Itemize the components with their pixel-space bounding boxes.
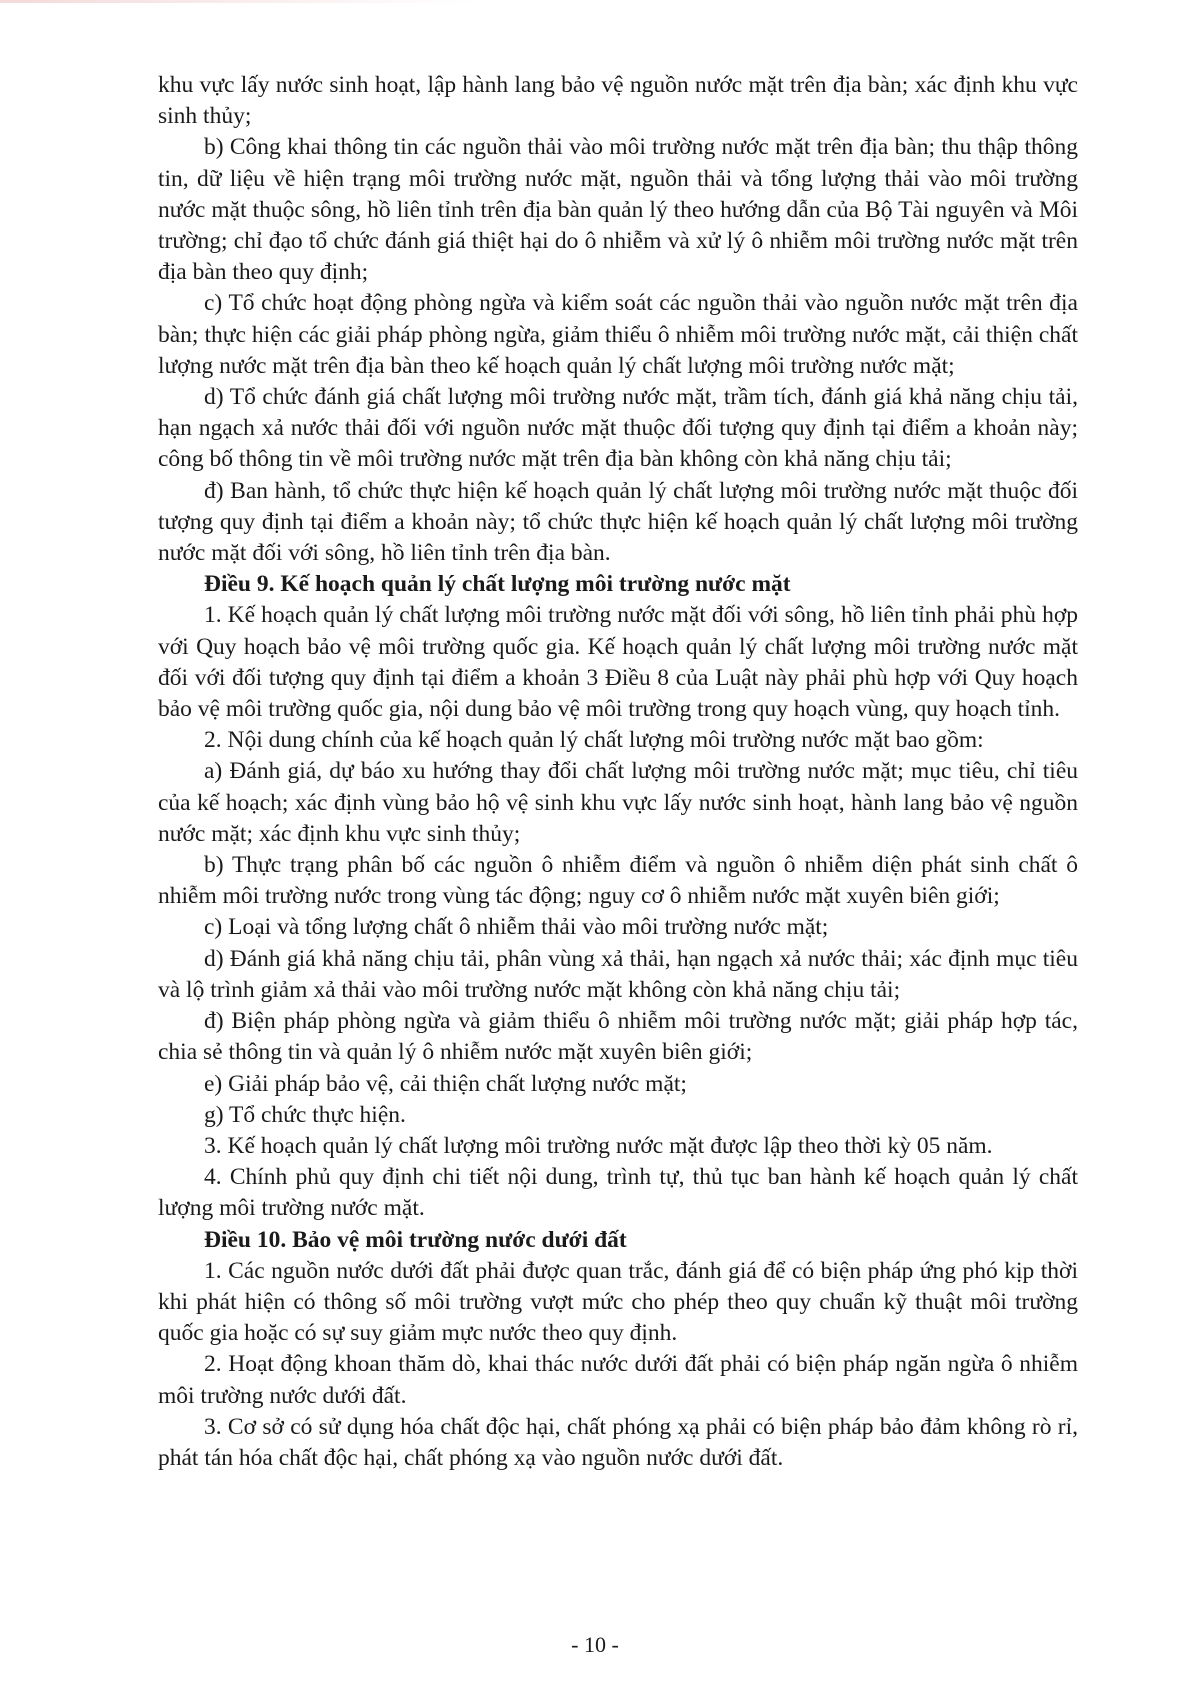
article-9-clause-2-a: a) Đánh giá, dự báo xu hướng thay đổi chất lượng môi trường nước mặt; mục tiêu, chỉ tiêu của kế hoạch; xác định vùng bảo hộ vệ sinh khu vực lấy nước sinh hoạt, hành lang bảo vệ nguồn nước mặt; xác định khu vực sinh thủy; [158,758,1078,847]
paragraph-item-d: d) Tổ chức đánh giá chất lượng môi trường nước mặt, trầm tích, đánh giá khả năng chịu tải, hạn ngạch xả nước thải đối với nguồn nước mặt thuộc đối tượng quy định tại điểm a khoản này; công bố thông tin về môi trường nước mặt trên địa bàn không còn khả năng chịu tải; [158,384,1078,473]
article-10-heading: Điều 10. Bảo vệ môi trường nước dưới đất [204,1226,627,1253]
article-9-heading: Điều 9. Kế hoạch quản lý chất lượng môi trường nước mặt [204,571,791,598]
article-9-clause-2-g: g) Tổ chức thực hiện. [204,1101,406,1128]
article-9-clause-2-b: b) Thực trạng phân bố các nguồn ô nhiễm điểm và nguồn ô nhiễm diện phát sinh chất ô nhiễm môi trường nước trong vùng tác động; nguy cơ ô nhiễm nước mặt xuyên biên giới; [158,852,1078,910]
paragraph-continuation: khu vực lấy nước sinh hoạt, lập hành lang bảo vệ nguồn nước mặt trên địa bàn; xác định khu vực sinh thủy; [158,72,1078,130]
article-9-clause-2-e: e) Giải pháp bảo vệ, cải thiện chất lượng nước mặt; [204,1070,687,1097]
article-9-clause-2-c: c) Loại và tổng lượng chất ô nhiễm thải vào môi trường nước mặt; [204,914,829,941]
article-9-clause-1: 1. Kế hoạch quản lý chất lượng môi trường nước mặt đối với sông, hồ liên tỉnh phải phù hợp với Quy hoạch bảo vệ môi trường quốc gia. Kế hoạch quản lý chất lượng môi trường nước mặt đối với đối tượng quy định tại điểm a khoản 3 Điều 8 của Luật này phải phù hợp với Quy hoạch bảo vệ môi trường quốc gia, nội dung bảo vệ môi trường trong quy hoạch vùng, quy hoạch tỉnh. [158,602,1078,723]
page-number: - 10 - [571,1632,619,1657]
article-9-clause-4: 4. Chính phủ quy định chi tiết nội dung, trình tự, thủ tục ban hành kế hoạch quản lý chất lượng môi trường nước mặt. [158,1164,1078,1222]
paragraph-item-dd: đ) Ban hành, tổ chức thực hiện kế hoạch quản lý chất lượng môi trường nước mặt thuộc đối tượng quy định tại điểm a khoản này; tổ chức thực hiện kế hoạch quản lý chất lượng môi trường nước mặt đối với sông, hồ liên tỉnh trên địa bàn. [158,477,1078,567]
article-9-clause-2-d: d) Đánh giá khả năng chịu tải, phân vùng xả thải, hạn ngạch xả nước thải; xác định mục tiêu và lộ trình giảm xả thải vào môi trường nước mặt không còn khả năng chịu tải; [158,945,1078,1003]
article-10-clause-3: 3. Cơ sở có sử dụng hóa chất độc hại, chất phóng xạ phải có biện pháp bảo đảm không rò rỉ, phát tán hóa chất độc hại, chất phóng xạ vào nguồn nước dưới đất. [158,1413,1078,1471]
paragraph-item-b: b) Công khai thông tin các nguồn thải vào môi trường nước mặt trên địa bàn; thu thập thông tin, dữ liệu về hiện trạng môi trường nước mặt, nguồn thải và tổng lượng thải vào môi trường nước mặt thuộc sông, hồ liên tỉnh trên địa bàn quản lý theo hướng dẫn của Bộ Tài nguyên và Môi trường; chỉ đạo tổ chức đánh giá thiệt hại do ô nhiễm và xử lý ô nhiễm môi trường nước mặt trên địa bàn theo quy định; [158,134,1078,286]
article-10-clause-1: 1. Các nguồn nước dưới đất phải được quan trắc, đánh giá để có biện pháp ứng phó kịp thời khi phát hiện có thông số môi trường vượt mức cho phép theo quy chuẩn kỹ thuật môi trường quốc gia hoặc có sự suy giảm mực nước theo quy định. [158,1257,1078,1347]
article-9-clause-2-dd: đ) Biện pháp phòng ngừa và giảm thiểu ô nhiễm môi trường nước mặt; giải pháp hợp tác, chia sẻ thông tin và quản lý ô nhiễm nước mặt xuyên biên giới; [158,1008,1078,1066]
article-9-clause-3: 3. Kế hoạch quản lý chất lượng môi trường nước mặt được lập theo thời kỳ 05 năm. [204,1132,993,1159]
scan-edge-mark [0,0,1190,3]
document-body [158,70,1078,1474]
paragraph-item-c: c) Tổ chức hoạt động phòng ngừa và kiểm soát các nguồn thải vào nguồn nước mặt trên địa bàn; thực hiện các giải pháp phòng ngừa, giảm thiểu ô nhiễm môi trường nước mặt, cải thiện chất lượng nước mặt trên địa bàn theo kế hoạch quản lý chất lượng môi trường nước mặt; [158,290,1078,379]
article-9-clause-2: 2. Nội dung chính của kế hoạch quản lý chất lượng môi trường nước mặt bao gồm: [204,727,984,754]
article-10-clause-2: 2. Hoạt động khoan thăm dò, khai thác nước dưới đất phải có biện pháp ngăn ngừa ô nhiễm môi trường nước dưới đất. [158,1351,1078,1409]
